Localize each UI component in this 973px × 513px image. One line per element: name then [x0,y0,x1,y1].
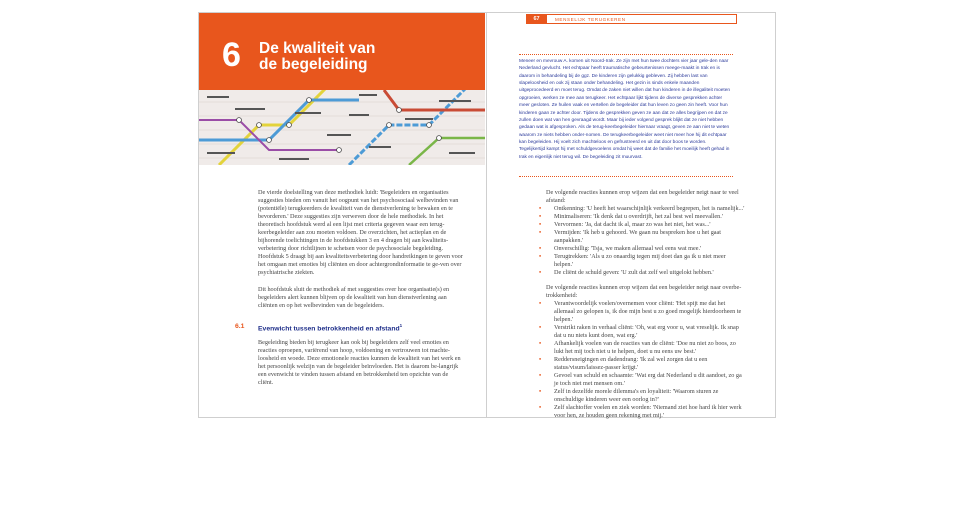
list-item [539,404,746,420]
list-item [539,205,746,213]
footnote-mark: 1 [399,323,403,328]
section-number: 6.1 [235,323,245,330]
bullet-icon: • [539,253,542,261]
case-box [519,54,733,161]
list-item-text: De cliënt de schuld geven: 'U zult dat zelf wel uitgelokt hebben.' [554,269,714,277]
list-item-text: Verantwoordelijk voelen/overnemen voor cliënt: 'Het spijt me dat het allemaal zo gelopen is, ik doe mijn best u zo goed mogelijk hierdoorheen te helpen.' [554,299,742,323]
list-item-text: Verstrikt raken in verhaal cliënt: 'Oh, wat erg voor u, wat vreselijk. Ik snap dat u nu niets kunt doen, wat erg.' [554,323,739,339]
list-item [539,299,746,324]
chapter-number: 6 [222,36,241,74]
list-item [539,339,746,356]
chapter-title [259,41,459,73]
bullet-icon: • [539,339,542,347]
bullet-icon: • [539,269,542,277]
bullet-icon: • [539,388,542,396]
bullet-icon: • [539,372,542,380]
running-head: MENSELIJK TERUGKEREN [547,14,737,24]
list-item [539,355,746,372]
bullet-icon: • [539,205,542,213]
list-item [539,372,746,388]
bullet-icon: • [539,245,542,253]
list-item [539,269,746,277]
list-item [539,221,746,229]
intro-paragraph-1: De vierde doelstelling van deze methodiek luidt: 'Begeleiders en organisaties suggesties bieden om vanuit het oogpunt van het psychosociaal welbevinden van (potentiële) terugkeerders de kwaliteit van de dienstverlening te bewaken en te bevorderen.' Deze suggesties zijn verweven door de hele methodiek. In het theoretisch hoofdstuk werd al een lijst met criteria gegeven waar een terug-keerbegeleider aan zou moeten voldoen. De overzichten, het actieplan en de bijhorende toelichtingen in de hoofdstukken 3 en 4 dragen bij aan kwaliteits-verbetering door richtlijnen te schetsen voor de psychosociale begeleiding. Hoofdstuk 5 draagt bij aan kwaliteitsverbetering door handreikingen te geven voor het omgaan met emoties bij cliënten en door achtergrondinformatie te ge-ven over psychiatrische ziekten. [258,189,463,277]
list-item-text: Gevoel van schuld en schaamte: 'Wat erg dat Nederland u dit aandoet, zo ga je toch niet met mensen om.' [554,372,742,388]
distance-intro: De volgende reacties kunnen erop wijzen dat een begeleider neigt naar te veel afstand: [546,189,739,205]
right-reactions-text [539,189,746,426]
case-text: Meneer en mevrouw A. komen uit Noord-Irak. Ze zijn met hun twee dochters vier jaar gele-den naar Nederland gevlucht. Het echtpaar heeft traumatische gebeurtenissen meege-maakt in Irak en is daarom in behandeling bij de ggz. De kinderen zijn gelukkig gebleven. Zij hebben last van slapeloosheid en ook zij staan onder behandeling. Het gezin is sinds enkele maanden uitgeprocedeerd en moet terug. Omdat de zaken niet willen dat hun kinderen in de illegaliteit moeten opgroeien, werken ze mee aan terugkeer. Het echtpaar lijkt tijdens de diverse gesprekken achter meer gesloten. Ze huilen vaak en vertellen de begeleider dat hun leven zo geen zin heeft. Voor hun kinderen gaan ze achter door. Tijdens de gesprekken geven ze aan dat ze alles begrijpen en dat ze zullen doen wat van hen gevraagd wordt. Maar bij ieder volgend gesprek blijkt dat ze niet hebben gedaan wat is afgesproken. Als de terug-keerbegeleider hiernaar vraagt, geven ze aan niet te weten waarom ze niets hebben onder-nomen. De terugkeerbegeleider weet niet meer hoe hij dit echtpaar kan begeleiden. Hij voelt zich machteloos en gefrustreerd en uit dat door boos te worden. Tegelijkertijd kampt hij met schuldgevoelens omdat hij weet dat de familie het moeilijk heeft gehad in Irak en eigenlijk niet terug wil. De begeleiding zit muurvast. [519,59,730,160]
section-body [258,339,464,387]
metro-map-image [199,90,485,165]
list-item-text: Minimaliseren: 'Ik denk dat u overdrijft, het zal best wel meevallen.' [554,213,723,221]
list-item-text: Onverschillig: 'Tsja, we maken allemaal wel eens wat mee.' [554,245,702,253]
distance-list [539,205,746,277]
page-gutter [486,12,487,418]
intro-paragraph-2: Dit hoofdstuk sluit de methodiek af met suggesties over hoe organisatie(s) en begeleiders alert kunnen blijven op de kwaliteit van hun dienstverlening aan cliënten en op het welbevinden van de begeleiders. [258,285,450,309]
list-item-text: Zelf slachtoffer voelen en ziek worden: 'Niemand ziet hoe hard ik hier werk voor hen, ze houden geen rekening met mij.' [554,404,742,420]
bullet-icon: • [539,229,542,237]
chapter-title-line1: De kwaliteit van [259,40,376,57]
section-title-text: Evenwicht tussen betrokkenheid en afstand [258,325,400,333]
metro-map-illustration [199,90,485,165]
overinvolvement-list [539,299,746,421]
list-item-text: Reddersneigingen en dadendrang: 'Ik zal wel zorgen dat u een status/visum/laissez-passer krijgt.' [554,355,708,371]
bullet-icon: • [539,355,542,363]
section-title [258,323,402,332]
section-paragraph: Begeleiding bieden bij terugkeer kan ook bij begeleiders zelf veel emoties en reacties oproepen, variërend van hoop, voldoening en vertrouwen tot machte-loosheid en woede. Deze emotionele reacties kunnen de kwaliteit van het werk en het persoonlijk welzijn van de begeleider beïnvloeden. Het is daarom be-langrijk een evenwicht te vinden tussen afstand en betrokkenheid ten opzichte van de cliënt. [258,339,461,387]
list-item [539,253,746,269]
page-number: 67 [526,14,547,24]
bullet-icon: • [539,299,542,307]
bullet-icon: • [539,323,542,331]
list-item-text: Afhankelijk voelen van de reacties van de cliënt: 'Doe nu niet zo boos, zo lukt het mij toch niet u te helpen, doet u nu eens uw best.' [554,339,736,355]
list-item [539,229,746,245]
bullet-icon: • [539,404,542,412]
left-intro-text [258,189,464,318]
case-box-divider [519,176,733,177]
list-item [539,323,746,340]
chapter-title-line2: de begeleiding [259,56,368,73]
list-item [539,245,746,253]
list-item-text: Zelf in dezelfde morele dilemma's en loyaliteit: 'Waarom sturen ze onschuldige kinderen weer een oorlog in?' [554,388,719,404]
list-item-text: Vervormen: 'Ja, dat dacht ik al, maar zo was het niet, het was...' [554,221,711,229]
list-item [539,213,746,221]
list-item-text: Vermijden: 'Ik heb u gehoord. We gaan nu bespreken hoe u het gaat aanpakken.' [554,229,721,245]
bullet-icon: • [539,213,542,221]
list-item [539,388,746,404]
overinvolvement-intro: De volgende reacties kunnen erop wijzen dat een begeleider neigt naar overbe-trokkenheid: [546,283,742,299]
list-item-text: Ontkenning: 'U heeft het waarschijnlijk verkeerd begrepen, het is namelijk...' [554,205,745,213]
bullet-icon: • [539,221,542,229]
list-item-text: Terugtrekken: 'Als u zo onaardig tegen mij doet dan ga ik u niet meer helpen.' [554,253,726,269]
